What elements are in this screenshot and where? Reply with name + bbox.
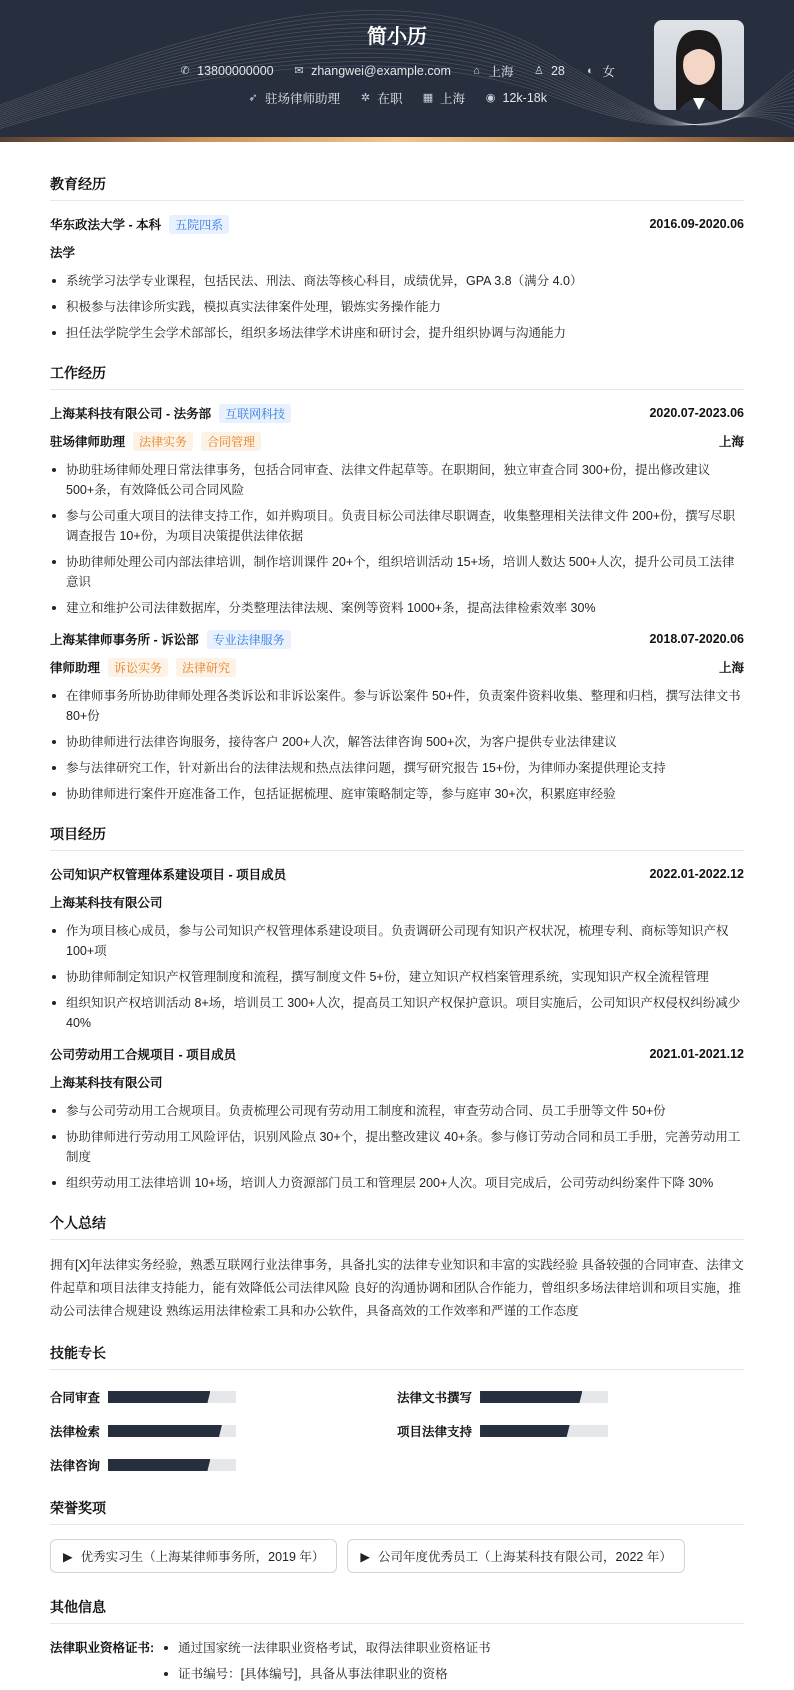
- list-item: 协助律师进行法律咨询服务，接待客户 200+人次，解答法律咨询 500+次，为客户提供专业法律建议: [50, 732, 744, 752]
- section-title-work: 工作经历: [50, 363, 744, 390]
- role: 律师助理: [50, 661, 101, 675]
- award-item: [50, 1539, 337, 1573]
- salary: 12k-18k: [502, 91, 547, 105]
- avatar-photo: [654, 20, 744, 110]
- project-date: 2021.01-2021.12: [649, 1047, 744, 1061]
- triangle-icon: ▶: [360, 1549, 371, 1564]
- email-icon: ✉: [294, 65, 304, 77]
- awards-list: [50, 1539, 744, 1573]
- skill-bar-fill: [108, 1425, 222, 1437]
- skill-bar: [480, 1425, 608, 1437]
- section-title-projects: 项目经历: [50, 824, 744, 851]
- summary-text: 拥有[X]年法律实务经验，熟悉互联网行业法律事务，具备扎实的法律专业知识和丰富的实践经验 具备较强的合同审查、法律文件起草和项目法律支持能力，能有效降低公司法律风险 良好的沟通协调和团队合作能力，曾组织多场法律培训和项目实施，推动公司法律合规建设 熟练运用法律检索工具和办公软件，具备高效的工作效率和严谨的工作态度: [50, 1258, 744, 1318]
- status: 在职: [377, 92, 403, 106]
- phone-icon: ✆: [180, 65, 190, 77]
- home-icon: ⌂: [473, 65, 480, 77]
- skill-item: [50, 1388, 397, 1406]
- award-text: 优秀实习生（上海某律师事务所，2019 年）: [80, 1550, 325, 1564]
- role-row: [50, 658, 744, 676]
- skill-name: 法律文书撰写: [397, 1391, 473, 1405]
- award-text: 公司年度优秀员工（上海某科技有限公司，2022 年）: [378, 1550, 672, 1564]
- list-item: 组织劳动用工法律培训 10+场，培训人力资源部门员工和管理层 200+人次。项目完成后，公司劳动纠纷案件下降 30%: [50, 1173, 744, 1193]
- skill-item: [50, 1456, 397, 1474]
- project-header: [50, 1045, 744, 1063]
- skill-bar-fill: [108, 1459, 210, 1471]
- work-bullets: [50, 686, 744, 804]
- project-org: 上海某科技有限公司: [50, 1076, 163, 1090]
- list-item: 参与公司重大项目的法律支持工作，如并购项目。负责目标公司法律尽职调查，收集整理相关法律文件 200+份，撰写尽职调查报告 10+份，为项目决策提供法律依据: [50, 506, 744, 546]
- list-item: 担任法学院学生会学术部部长，组织多场法律学术讲座和研讨会，提升组织协调与沟通能力: [50, 323, 744, 343]
- list-item: 参与法律研究工作，针对新出台的法律法规和热点法律问题，撰写研究报告 15+份，为律师办案提供理论支持: [50, 758, 744, 778]
- industry-tag: 专业法律服务: [207, 630, 291, 649]
- work-location: 上海: [718, 435, 744, 449]
- list-item: 协助律师进行劳动用工风险评估，识别风险点 30+个，提出整改建议 40+条。参与修订劳动合同和员工手册，完善劳动用工制度: [50, 1127, 744, 1167]
- skill-name: 法律咨询: [50, 1459, 101, 1473]
- skill-item: [50, 1422, 397, 1440]
- list-item: 作为项目核心成员，参与公司知识产权管理体系建设项目。负责调研公司现有知识产权状况，梳理专利、商标等知识产权 100+项: [50, 921, 744, 961]
- skill-name: 项目法律支持: [397, 1425, 473, 1439]
- building-icon: ▦: [422, 92, 434, 104]
- resume-header: [0, 0, 794, 142]
- salary-icon: ◉: [485, 92, 496, 104]
- triangle-icon: ▶: [63, 1549, 73, 1564]
- skill-bar: [480, 1391, 608, 1403]
- certificate-label: 法律职业资格证书:: [50, 1641, 155, 1655]
- work-location: 上海: [718, 661, 744, 675]
- education-date: 2016.09-2020.06: [649, 217, 744, 231]
- education-header: [50, 215, 744, 233]
- list-item: 协助律师处理公司内部法律培训，制作培训课件 20+个，组织培训活动 15+场，培训人数达 500+人次，提升公司员工法律意识: [50, 552, 744, 592]
- company: 上海某律师事务所 - 诉讼部: [50, 633, 199, 647]
- skill-bar: [108, 1459, 236, 1471]
- role-row: [50, 432, 744, 450]
- role-tag: 法律研究: [176, 658, 236, 677]
- skill-bar-fill: [480, 1391, 582, 1403]
- skill-name: 合同审查: [50, 1391, 101, 1405]
- role-tag: 法律实务: [133, 432, 193, 451]
- major: 法学: [50, 246, 76, 260]
- list-item: 建立和维护公司法律数据库，分类整理法律法规、案例等资料 1000+条，提高法律检索效率 30%: [50, 598, 744, 618]
- work-bullets: [50, 460, 744, 618]
- cake-icon: ♙: [534, 65, 544, 77]
- role: 驻场律师助理: [50, 435, 126, 449]
- school-tag: 五院四系: [169, 215, 229, 234]
- list-item: 在律师事务所协助律师处理各类诉讼和非诉讼案件。参与诉讼案件 50+件，负责案件资料收集、整理和归档，撰写法律文书 80+份: [50, 686, 744, 726]
- industry-tag: 互联网科技: [219, 404, 291, 423]
- major-row: [50, 243, 744, 261]
- list-item: 组织知识产权培训活动 8+场，培训员工 300+人次，提高员工知识产权保护意识。项目实施后，公司知识产权侵权纠纷减少 40%: [50, 993, 744, 1033]
- location: 上海: [488, 65, 514, 79]
- skill-bar-fill: [480, 1425, 570, 1437]
- status-icon: ✲: [360, 92, 371, 104]
- work-date: 2020.07-2023.06: [649, 406, 744, 420]
- project-org-row: [50, 1073, 744, 1091]
- section-title-skills: 技能专长: [50, 1343, 744, 1370]
- email: zhangwei@example.com: [311, 64, 451, 78]
- work-header: [50, 404, 744, 422]
- list-item: 协助律师进行案件开庭准备工作，包括证据梳理、庭审策略制定等，参与庭审 30+次，积累庭审经验: [50, 784, 744, 804]
- project-name: 公司劳动用工合规项目 - 项目成员: [50, 1048, 237, 1062]
- gender-icon: ◐: [587, 65, 594, 77]
- send-icon: ➶: [248, 92, 258, 104]
- skill-item: [397, 1388, 744, 1406]
- certificate-info: [50, 1638, 744, 1690]
- company: 上海某科技有限公司 - 法务部: [50, 407, 212, 421]
- work-header: [50, 630, 744, 648]
- skill-item: [397, 1422, 744, 1440]
- list-item: 积极参与法律诊所实践，模拟真实法律案件处理，锻炼实务操作能力: [50, 297, 744, 317]
- education-bullets: [50, 271, 744, 343]
- project-bullets: [50, 921, 744, 1033]
- section-title-education: 教育经历: [50, 174, 744, 201]
- school: 华东政法大学 - 本科: [50, 218, 162, 232]
- project-org: 上海某科技有限公司: [50, 896, 163, 910]
- position: 驻场律师助理: [265, 92, 341, 106]
- candidate-name: 简小历: [367, 26, 427, 48]
- section-title-awards: 荣誉奖项: [50, 1498, 744, 1525]
- skill-bar: [108, 1425, 236, 1437]
- age: 28: [550, 64, 565, 78]
- project-org-row: [50, 893, 744, 911]
- role-tag: 合同管理: [201, 432, 261, 451]
- gender: 女: [602, 65, 615, 79]
- list-item: 参与公司劳动用工合规项目。负责梳理公司现有劳动用工制度和流程，审查劳动合同、员工手册等文件 50+份: [50, 1101, 744, 1121]
- skill-bar-fill: [108, 1391, 210, 1403]
- skill-bar: [108, 1391, 236, 1403]
- list-item: 协助律师制定知识产权管理制度和流程，撰写制度文件 5+份，建立知识产权档案管理系统，实现知识产权全流程管理: [50, 967, 744, 987]
- list-item: 证书编号：[具体编号]，具备从事法律职业的资格: [162, 1664, 491, 1684]
- section-title-summary: 个人总结: [50, 1213, 744, 1240]
- section-title-other: 其他信息: [50, 1597, 744, 1624]
- list-item: 系统学习法学专业课程，包括民法、刑法、商法等核心科目，成绩优异，GPA 3.8（满分 4.0）: [50, 271, 744, 291]
- list-item: 通过国家统一法律职业资格考试，取得法律职业资格证书: [162, 1638, 491, 1658]
- project-date: 2022.01-2022.12: [649, 867, 744, 881]
- work-date: 2018.07-2020.06: [649, 632, 744, 646]
- project-bullets: [50, 1101, 744, 1193]
- project-header: [50, 865, 744, 883]
- project-name: 公司知识产权管理体系建设项目 - 项目成员: [50, 868, 287, 882]
- city: 上海: [440, 92, 466, 106]
- header-accent-band: [0, 137, 794, 142]
- skill-name: 法律检索: [50, 1425, 101, 1439]
- phone: 13800000000: [197, 64, 274, 78]
- role-tag: 诉讼实务: [108, 658, 168, 677]
- skills-grid: [50, 1388, 744, 1474]
- list-item: 协助驻场律师处理日常法律事务，包括合同审查、法律文件起草等。在职期间，独立审查合同 300+份，提出修改建议 500+条，有效降低公司合同风险: [50, 460, 744, 500]
- award-item: [347, 1539, 684, 1573]
